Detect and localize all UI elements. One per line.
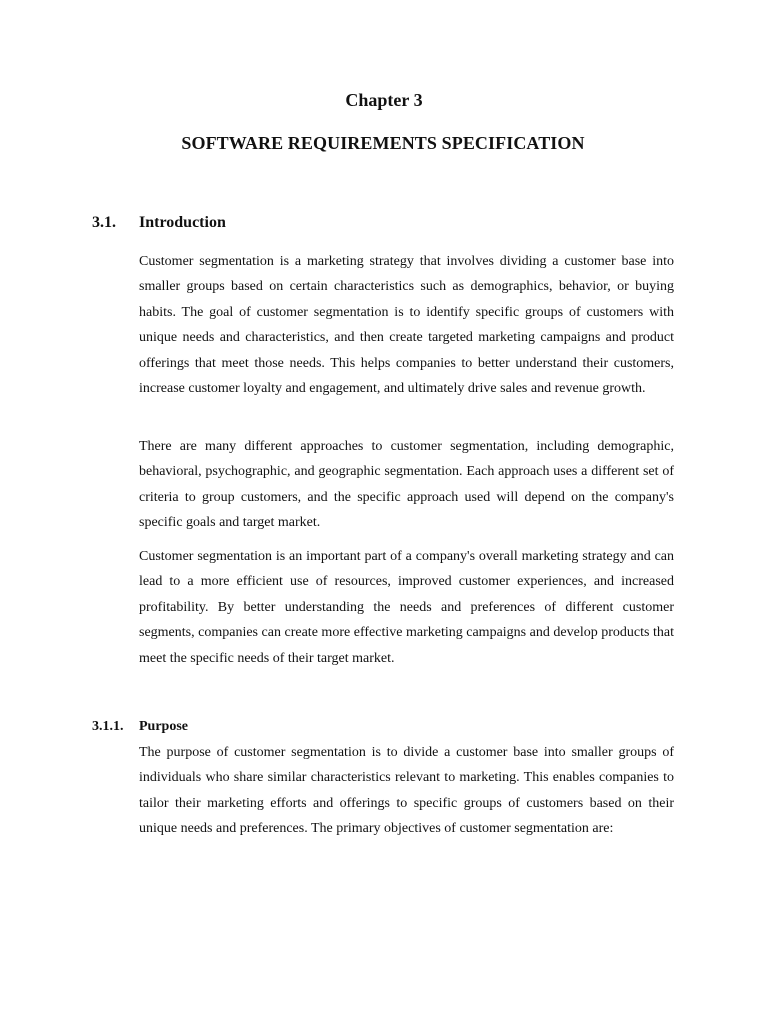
intro-paragraph-2: There are many different approaches to customer segmentation, including demographic, behavioral, psychographic, and geographic segmentation. Each approach uses a different set of criteria to group customers, and the specific approach used will depend on the company's specific goals and target market. <box>139 439 674 531</box>
purpose-paragraph: The purpose of customer segmentation is to divide a customer base into smaller groups of individuals who share similar characteristics relevant to marketing. This enables companies to tailor their marketing efforts and offerings to specific groups of customers based on their unique needs and preferences. The primary objectives of customer segmentation are: <box>139 745 674 837</box>
intro-paragraph-1: Customer segmentation is a marketing strategy that involves dividing a customer base into smaller groups based on certain characteristics such as demographics, behavior, or buying habits. The goal of customer segmentation is to identify specific groups of customers with unique needs and characteristics, and then create targeted marketing campaigns and product offerings that meet those needs. This helps companies to better understand their customers, increase customer loyalty and engagement, and ultimately drive sales and revenue growth. <box>139 254 674 397</box>
section-heading <box>92 212 226 234</box>
subsection-heading <box>92 716 188 738</box>
intro-paragraph-3: Customer segmentation is an important part of a company's overall marketing strategy and can lead to a more efficient use of resources, improved customer experiences, and increased profitability. By better understanding the needs and preferences of different customer segments, companies can create more effective marketing campaigns and develop products that meet the specific needs of their target market. <box>139 549 674 666</box>
chapter-title: Chapter 3 <box>345 90 423 110</box>
section-number: 3.1. <box>92 214 116 231</box>
subsection-number: 3.1.1. <box>92 719 124 734</box>
document-title: SOFTWARE REQUIREMENTS SPECIFICATION <box>181 133 585 153</box>
subsection-title: Purpose <box>139 719 188 734</box>
section-title: Introduction <box>139 214 226 231</box>
